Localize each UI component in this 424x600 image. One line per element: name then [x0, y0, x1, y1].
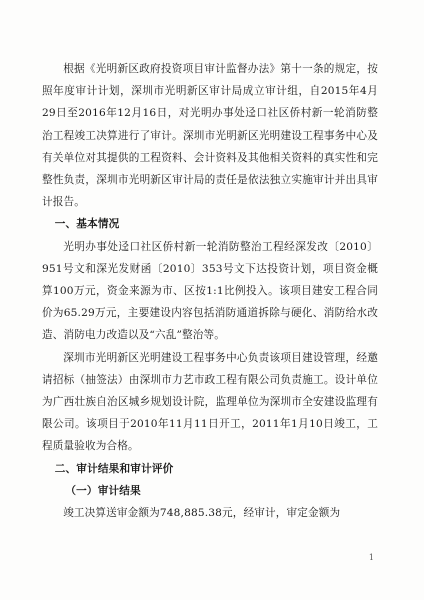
intro-paragraph: 根据《光明新区政府投资项目审计监督办法》第十一条的规定，按照年度审计计划，深圳市光明新区审计局成立审计组，自2015年4月29日至2016年12月16日，对光明办事处迳口社区侨村新一轮消防整治工程竣工决算进行了审计。深圳市光明新区光明建设工程事务中心及有关单位对其提供的工程资料、会计资料及其他相关资料的真实性和完整性负责，深圳市光明新区审计局的责任是依法独立实施审计并出具审计报告。	[42, 63, 378, 209]
basic-info-paragraph-1: 光明办事处迳口社区侨村新一轮消防整治工程经深发改〔2010〕951号文和深光发财函〔2010〕353号文下达投资计划，项目资金概算100万元，资金来源为市、区按1:1比例投入。该项目建安工程合同价为65.29万元，主要建设内容包括消防通道拆除与硬化、消防给水改造、消防电力改造以及“六乱”整治等。	[42, 240, 378, 342]
subsection-heading-audit-result: （一）审计结果	[65, 484, 141, 497]
page-number: 1	[368, 553, 374, 562]
audit-result-paragraph: 竣工决算送审金额为748,885.38元，经审计，审定金额为	[63, 507, 341, 520]
document-body	[42, 58, 378, 524]
section-heading-basic-info: 一、基本情况	[54, 218, 120, 231]
basic-info-paragraph-2: 深圳市光明新区光明建设工程事务中心负责该项目建设管理，经邀请招标（抽签法）由深圳市力艺市政工程有限公司负责施工。设计单位为广西壮族自治区城乡规划设计院，监理单位为深圳市全安建设监理有限公司。该项目于2010年11月11日开工，2011年1月10日竣工，工程质量验收为合格。	[42, 351, 378, 453]
section-heading-audit-results: 二、审计结果和审计评价	[54, 462, 174, 475]
